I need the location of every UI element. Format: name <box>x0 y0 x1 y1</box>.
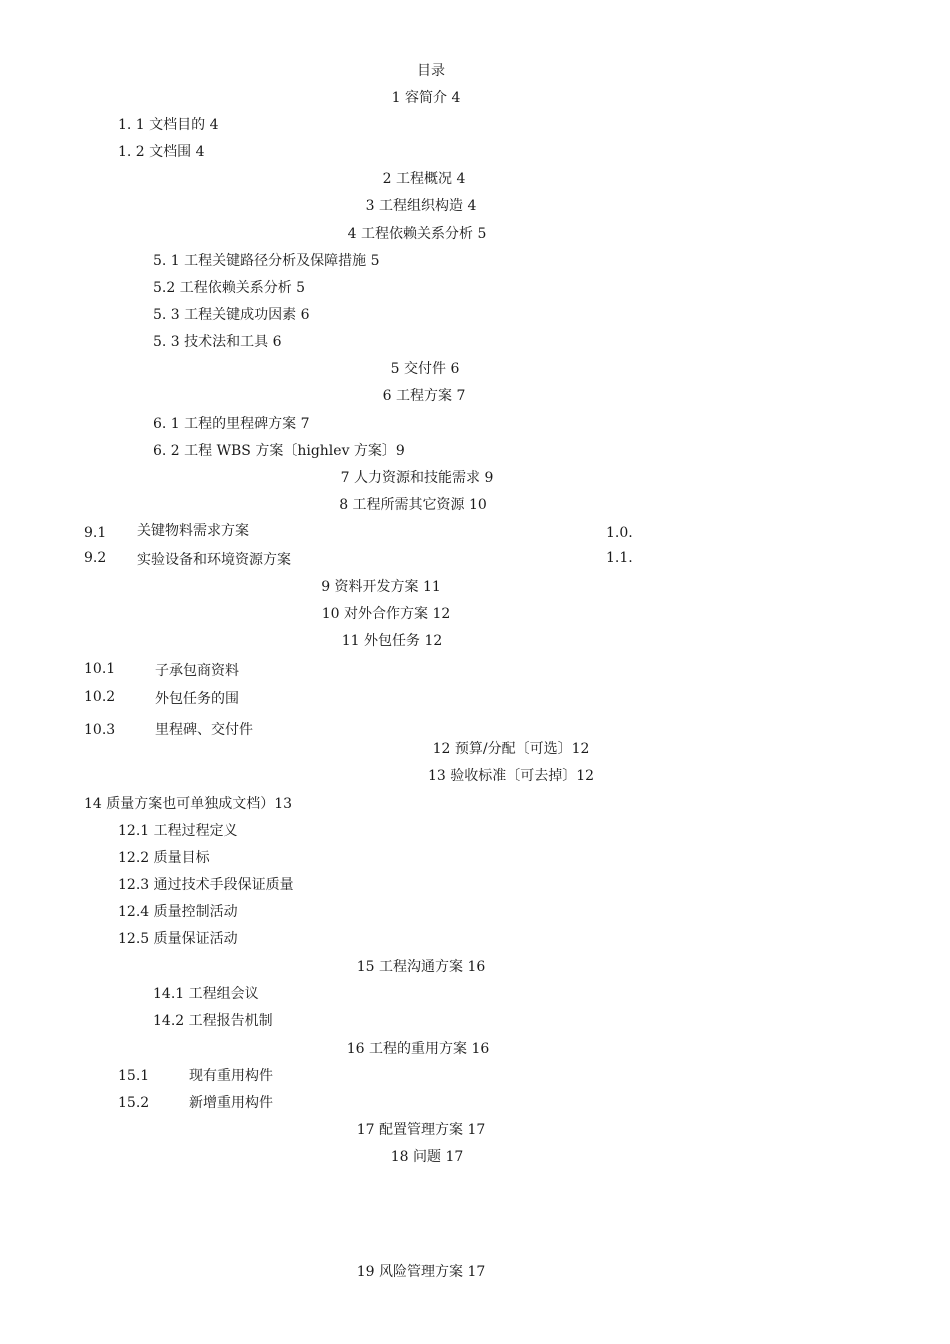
toc-entry-15-1-label[interactable]: 现有重用构件 <box>189 1068 273 1084</box>
toc-entry-15-1-number: 15.1 <box>118 1068 150 1084</box>
toc-entry-9-2-number: 9.2 <box>84 550 107 566</box>
toc-entry-12-4[interactable]: 12.4 质量控制活动 <box>118 904 238 920</box>
toc-entry-12-5[interactable]: 12.5 质量保证活动 <box>118 931 238 947</box>
toc-entry-5-3a[interactable]: 5. 3 工程关键成功因素 6 <box>153 307 310 323</box>
toc-entry-15-2-label[interactable]: 新增重用构件 <box>189 1095 273 1111</box>
toc-entry-10-3-label[interactable]: 里程碑、交付件 <box>155 722 253 738</box>
toc-entry-15-2-number: 15.2 <box>118 1095 150 1111</box>
toc-entry-10-2-number: 10.2 <box>84 689 116 705</box>
toc-entry-14-2[interactable]: 14.2 工程报告机制 <box>153 1013 273 1029</box>
toc-entry-10-1-number: 10.1 <box>84 661 116 677</box>
toc-entry-14-1[interactable]: 14.1 工程组会议 <box>153 986 259 1002</box>
toc-entry-6-2[interactable]: 6. 2 工程 WBS 方案〔highlev 方案〕9 <box>153 443 405 459</box>
toc-entry-12-3[interactable]: 12.3 通过技术手段保证质量 <box>118 877 294 893</box>
toc-entry-1-1[interactable]: 1. 1 文档目的 4 <box>118 117 219 133</box>
toc-entry-5-3b[interactable]: 5. 3 技术法和工具 6 <box>153 334 282 350</box>
toc-entry-5-2[interactable]: 5.2 工程依赖关系分析 5 <box>153 280 306 296</box>
toc-entry-9-2-label[interactable]: 实验设备和环境资源方案 <box>137 552 291 568</box>
toc-entry-6-1[interactable]: 6. 1 工程的里程碑方案 7 <box>153 416 310 432</box>
toc-entry-9-1-page: 1.0. <box>606 525 633 541</box>
toc-entry-12-2[interactable]: 12.2 质量目标 <box>118 850 210 866</box>
toc-entry-14[interactable]: 14 质量方案也可单独成文档）13 <box>84 796 293 812</box>
toc-entry-9-2-page: 1.1. <box>606 550 633 566</box>
toc-entry-12-1[interactable]: 12.1 工程过程定义 <box>118 823 238 839</box>
toc-entry-9-1-label[interactable]: 关键物料需求方案 <box>137 523 249 539</box>
toc-entry-1-2[interactable]: 1. 2 文档围 4 <box>118 144 205 160</box>
toc-entry-10-3-number: 10.3 <box>84 722 116 738</box>
toc-entry-10-2-label[interactable]: 外包任务的围 <box>155 691 239 707</box>
toc-entry-9-1-number: 9.1 <box>84 525 107 541</box>
toc-entry-10-1-label[interactable]: 子承包商资料 <box>155 663 239 679</box>
toc-entry-5-1[interactable]: 5. 1 工程关键路径分析及保障措施 5 <box>153 253 380 269</box>
